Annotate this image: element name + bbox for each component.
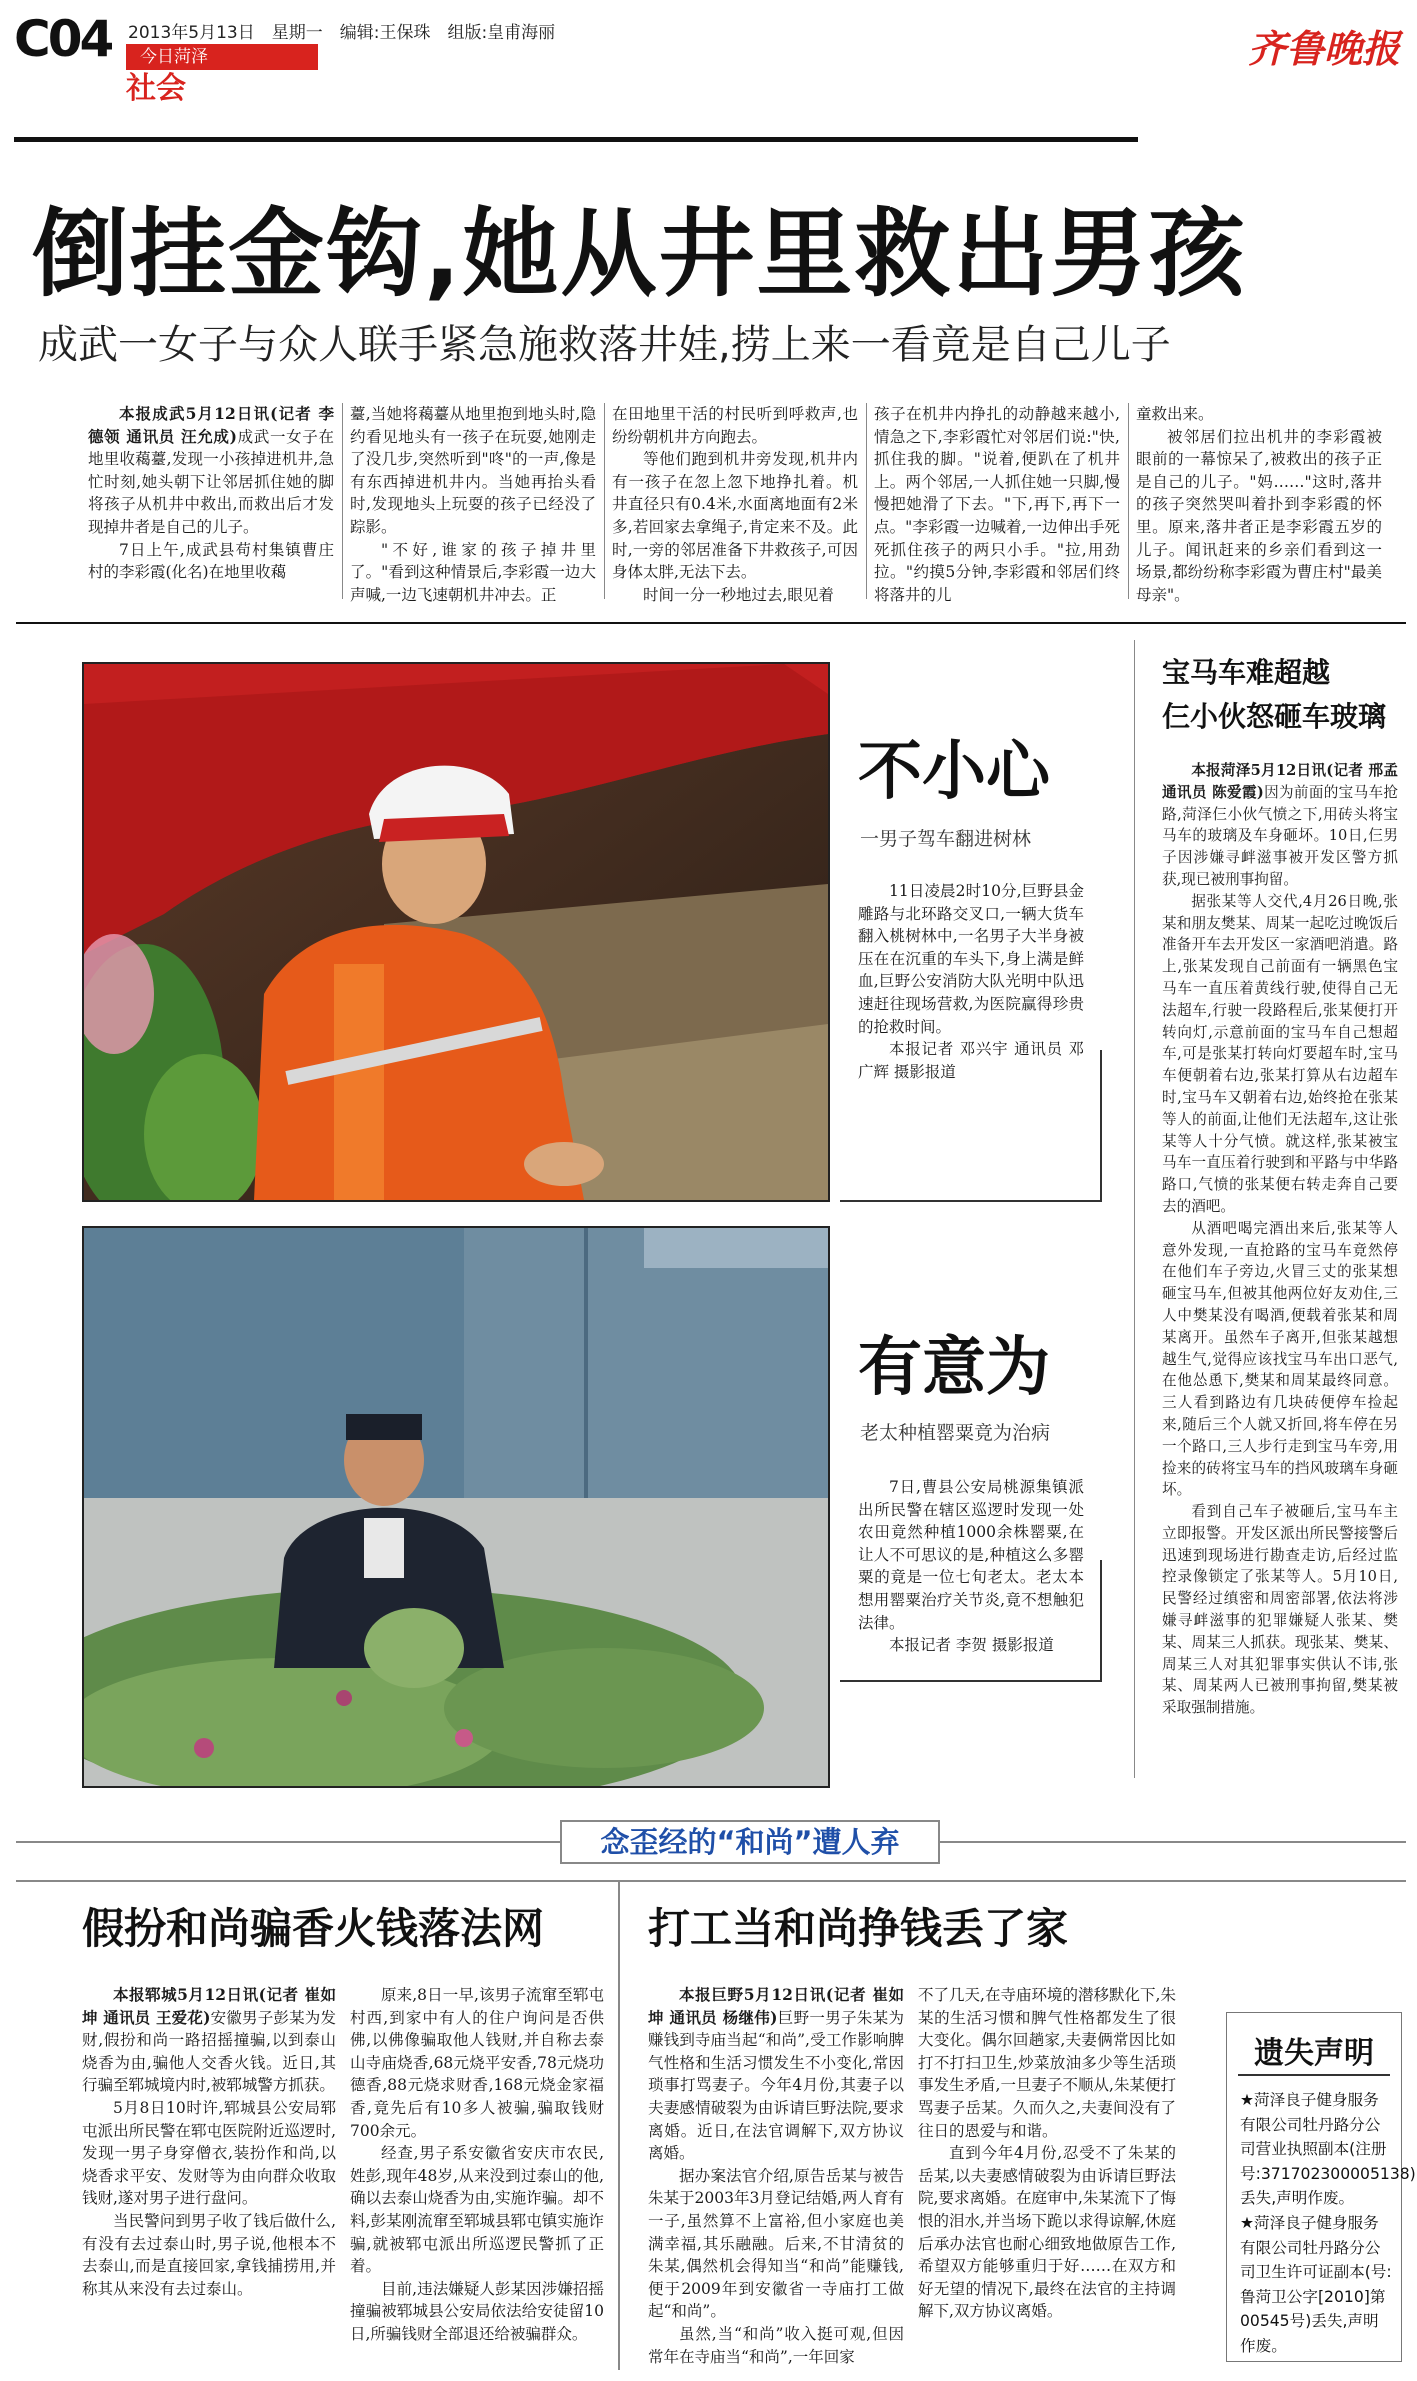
section-name: 社会 xyxy=(126,71,186,106)
lost-notice-rule xyxy=(1238,2074,1390,2076)
main-story-text: 在田地里干活的村民听到呼救声,也纷纷朝机井方向跑去。 xyxy=(612,405,858,446)
column-rule xyxy=(866,403,867,599)
sidebar-rule xyxy=(1134,640,1135,1778)
lost-notice-title: 遗失声明 xyxy=(1254,2036,1374,2071)
sidebar-text: 看到自己车子被砸后,宝马车主立即报警。开发区派出所民警接警后迅速到现场进行勘查走访,后经过监控录像锁定了张某等人。5月10日,民警经过缜密和周密部署,依法将涉嫌寻衅滋事的犯罪嫌疑人张某、樊某、周某三人抓获。现张某、樊某、周某三人对其犯罪事实供认不讳,张某、周某两人已被刑事拘留,樊某被采取强制措施。 xyxy=(1162,1503,1398,1717)
right-story-text: 不了几天,在寺庙环境的潜移默化下,朱某的生活习惯和脾气性格都发生了很大变化。偶尔回趟家,夫妻俩常因比如打不打扫卫生,炒菜放油多少等生活琐事发生矛盾,一旦妻子不顺从,朱某便打骂妻子岳某。久而久之,夫妻间没有了往日的恩爱与和谐。 xyxy=(918,1986,1176,2140)
left-story-lead: 本报郓城5月12日讯(记者 崔如坤 通讯员 王爱花) xyxy=(82,1985,336,2027)
page-number: C04 xyxy=(14,10,112,68)
bottom-column-divider xyxy=(618,1880,620,2370)
sidebar-text: 据张某等人交代,4月26日晚,张某和朋友樊某、周某一起吃过晚饭后准备开车去开发区一家酒吧消遣。路上,张某发现自己前面有一辆黑色宝马车一直压着黄线行驶,使得自己无法超车,行驶一段路程后,张某便打开转向灯,示意前面的宝马车自己想超车,可是张某打转向灯要超车时,宝马车便朝着右边,张某打算从右边超车时,宝马车又朝着右边,始终抢在张某等人的前面,让他们无法超车,这让张某等人十分气愤。就这样,张某被宝马车一直压着行驶到和平路与中华路路口,气愤的张某便右转走奔自己要去的酒吧。 xyxy=(1162,892,1398,1215)
left-story-title: 假扮和尚骗香火钱落法网 xyxy=(82,1904,545,1953)
right-story-lead: 本报巨野5月12日讯(记者 崔如坤 通讯员 杨继伟) xyxy=(648,1985,904,2027)
right-story-title: 打工当和尚挣钱丢了家 xyxy=(648,1904,1069,1953)
header-rule xyxy=(14,137,1138,142)
main-story-text: 时间一分一秒地过去,眼见着 xyxy=(643,585,834,603)
main-story-text: 孩子在机井内挣扎的动静越来越小,情急之下,李彩霞忙对邻居们说:"快,抓住我的脚。"说着,便趴在了机井上。两个邻居,一人抓住她一只脚,慢慢把她滑了下去。"下,再下,再下一点。"李彩霞一边喊着,一边伸出手死死抓住孩子的两只小手。"拉,用劲拉。"约摸5分钟,李彩霞和邻居们终将落井的儿 xyxy=(874,405,1120,603)
main-story-text: "不好,谁家的孩子掉井里了。"看到这种情景后,李彩霞一边大声喊,一边飞速朝机井冲去。正 xyxy=(350,540,596,603)
main-story-text: 被邻居们拉出机井的李彩霞被眼前的一幕惊呆了,被救出的孩子正是自己的儿子。"妈……"这时,落井的孩子突然哭叫着扑到李彩霞的怀里。原来,落井者正是李彩霞五岁的儿子。闻讯赶来的乡亲们看到这一场景,都纷纷称李彩霞为曹庄村"最美母亲"。 xyxy=(1136,427,1382,603)
main-story-text: 7日上午,成武县苟村集镇曹庄村的李彩霞(化名)在地里收藒 xyxy=(88,540,334,582)
main-story-text: 薹,当她将藒薹从地里抱到地头时,隐约看见地头有一孩子在玩耍,她刚走了没几步,突然听到"咚"的一声,像是有东西掉进机井内。当她再抬头看时,发现地头上玩耍的孩子已经没了踪影。 xyxy=(350,405,596,536)
right-story-text: 直到今年4月份,忍受不了朱某的岳某,以夫妻感情破裂为由诉请巨野法院,要求离婚。在庭审中,朱某流下了悔恨的泪水,并当场下跪以求得谅解,休庭后承办法官也耐心细致地做原告工作,希望双方能够重归于好……在双方和好无望的情况下,最终在法官的主持调解下,双方协议离婚。 xyxy=(918,2144,1176,2321)
left-story-text: 5月8日10时许,郓城县公安局郓屯派出所民警在郓屯医院附近巡逻时,发现一男子身穿僧衣,装扮作和尚,以烧香求平安、发财等为由向群众收取钱财,遂对男子进行盘问。 xyxy=(82,2098,336,2208)
column-rule xyxy=(342,403,343,599)
photo1-title: 不小心 xyxy=(858,735,1050,809)
photo2-caption xyxy=(858,1476,1084,1657)
left-story-text: 经查,男子系安徽省安庆市农民,姓彭,现年48岁,从来没到过泰山的他,确以去泰山烧香为由,实施诈骗。却不料,彭某刚流窜至郓城县郓屯镇实施诈骗,就被郓屯派出所巡逻民警抓了正着。 xyxy=(350,2144,604,2276)
main-story-col-2 xyxy=(350,403,596,603)
main-subhead: 成武一女子与众人联手紧急施救落井娃,捞上来一看竟是自己儿子 xyxy=(38,322,1171,368)
main-story-col-1 xyxy=(88,403,334,603)
left-story-text: 当民警问到男子收了钱后做什么,有没有去过泰山时,男子说,他根本不去泰山,而是直接回家,拿钱捕捞用,并称其从来没有去过泰山。 xyxy=(82,2211,336,2298)
main-story-col-3 xyxy=(612,403,858,603)
right-story-text: 据办案法官介绍,原告岳某与被告朱某于2003年3月登记结婚,两人育有一子,虽然算不上富裕,但小家庭也美满幸福,其乐融融。后来,不甘清贫的朱某,偶然机会得知当“和尚”能赚钱,便于2009年到安徽省一寺庙打工做起“和尚”。 xyxy=(648,2166,904,2321)
right-story-col-1 xyxy=(648,1984,904,2369)
main-headline: 倒挂金钩,她从井里救出男孩 xyxy=(32,198,1247,310)
banner-rule xyxy=(16,1880,1406,1882)
lost-notice-item: ★菏泽良子健身服务有限公司牡丹路分公司卫生许可证副本(号:鲁菏卫公字[2010]第00545号)丢失,声明作废。 xyxy=(1240,2213,1392,2355)
main-story-text: 童救出来。 xyxy=(1136,405,1214,423)
sidebar-text: 因为前面的宝马车抢路,菏泽仨小伙气愤之下,用砖头将宝马车的玻璃及车身砸坏。10日,仨男子因涉嫌寻衅滋事被开发区警方抓获,现已被刑事拘留。 xyxy=(1162,783,1398,888)
section-tag: 今日菏泽 xyxy=(126,44,318,70)
right-story-text: 虽然,当“和尚”收入挺可观,但因常年在寺庙当“和尚”,一年回家 xyxy=(648,2324,904,2366)
right-story-text: 巨野一男子朱某为赚钱到寺庙当起“和尚”,受工作影响脾气性格和生活习惯发生不小变化,常因琐事打骂妻子。今年4月份,其妻子以夫妻感情破裂为由诉请巨野法院,要求离婚。近日,在法官调解下,双方协议离婚。 xyxy=(648,2008,904,2163)
sidebar-lead: 本报菏泽5月12日讯(记者 邢孟 通讯员 陈爱霞) xyxy=(1162,762,1398,801)
sidebar-text: 从酒吧喝完酒出来后,张某等人意外发现,一直抢路的宝马车竟然停在他们车子旁边,火冒三丈的张某想砸宝马车,但被其他两位好友劝住,三人中樊某没有喝酒,便载着张某和周某离开。虽然车子离开,但张某越想越生气,觉得应该找宝马车出口恶气,在他怂恿下,樊某和周某最终同意。三人看到路边有几块砖便停车捡起来,随后三个人就又折回,将车停在另一个路口,三人步行走到宝马车旁,用捡来的砖将宝马车的挡风玻璃车身砸坏。 xyxy=(1162,1219,1398,1499)
photo2-subtitle: 老太种植罂粟竟为治病 xyxy=(860,1422,1051,1444)
photo-firefighter-image xyxy=(84,664,828,1200)
bottom-banner: 念歪经的“和尚”遭人弃 xyxy=(560,1820,940,1864)
lost-notice-item: ★菏泽良子健身服务有限公司牡丹路分公司营业执照副本(注册号:371702300005138)丢失,声明作废。 xyxy=(1240,2091,1416,2208)
right-story-col-2 xyxy=(918,1984,1176,2369)
photo2-caption-text: 7日,曹县公安局桃源集镇派出所民警在辖区巡逻时发现一处农田竟然种植1000余株罂粟,在让人不可思议的是,种植这么多罂粟的竟是一位七旬老太。老太本想用罂粟治疗关节炎,竟不想触犯法律。 xyxy=(858,1478,1084,1632)
sidebar-title-line-1: 宝马车难超越 xyxy=(1162,656,1331,689)
photo1-subtitle: 一男子驾车翻进树林 xyxy=(860,828,1032,850)
photo2-title: 有意为 xyxy=(858,1331,1050,1405)
photo-firefighter-rescue xyxy=(82,662,830,1202)
main-story-text: 等他们跑到机井旁发现,机井内有一孩子在忽上忽下地挣扎着。机井直径只有0.4米,水面离地面有2米多,若回家去拿绳子,肯定来不及。此时,一旁的邻居准备下井救孩子,可因身体太胖,无法下去。 xyxy=(612,450,858,582)
left-story-text: 原来,8日一早,该男子流窜至郓屯村西,到家中有人的住户询问是否供佛,以佛像骗取他人钱财,并自称去泰山寺庙烧香,68元烧平安香,78元烧功德香,88元烧求财香,168元烧金家福香,竟先后有10多人被骗,骗取钱财700余元。 xyxy=(350,1986,604,2140)
sidebar-title-line-2: 仨小伙怒砸车玻璃 xyxy=(1162,700,1387,733)
caption-rule xyxy=(1100,1050,1102,1200)
caption-rule xyxy=(1100,1560,1102,1680)
photo1-caption-text: 11日凌晨2时10分,巨野县金雕路与北环路交叉口,一辆大货车翻入桃树林中,一名男子大半身被压在在沉重的车头下,身上满是鲜血,巨野公安消防大队光明中队迅速赶往现场营救,为医院赢得珍贵的抢救时间。 xyxy=(858,882,1084,1036)
column-rule xyxy=(604,403,605,599)
main-story-lead: 本报成武5月12日讯(记者 李德领 通讯员 汪允成) xyxy=(88,404,334,446)
section-rule xyxy=(16,622,1406,624)
photo-police-image xyxy=(84,1228,828,1786)
header-meta: 2013年5月13日 星期一 编辑:王保珠 组版:皇甫海丽 xyxy=(128,23,556,43)
main-story-col-5 xyxy=(1136,403,1382,603)
left-story-col-1 xyxy=(82,1984,336,2369)
left-story-text: 安徽男子彭某为发财,假扮和尚一路招摇撞骗,以到泰山烧香为由,骗他人交香火钱。近日,其行骗至郓城境内时,被郓城警方抓获。 xyxy=(82,2008,336,2095)
caption-rule xyxy=(840,1200,1102,1202)
photo1-credit: 本报记者 邓兴宇 通讯员 邓广辉 摄影报道 xyxy=(858,1040,1084,1081)
photo1-caption xyxy=(858,880,1084,1083)
main-story-col-4 xyxy=(874,403,1120,603)
photo-poppy-plants xyxy=(82,1226,830,1788)
sidebar-body xyxy=(1162,760,1398,1760)
main-story-text: 成武一女子在地里收藒薹,发现一小孩掉进机井,急忙时刻,她头朝下让邻居抓住她的脚将孩子从机井中救出,而救出后才发现掉井者是自己的儿子。 xyxy=(88,427,334,536)
column-rule xyxy=(1128,403,1129,599)
caption-rule xyxy=(840,1680,1102,1682)
lost-notice-body xyxy=(1240,2088,1416,2359)
left-story-col-2 xyxy=(350,1984,604,2369)
left-story-text: 目前,违法嫌疑人彭某因涉嫌招摇撞骗被郓城县公安局依法给安徒留10日,所骗钱财全部退还给被骗群众。 xyxy=(350,2279,604,2343)
photo2-credit: 本报记者 李贺 摄影报道 xyxy=(889,1636,1054,1655)
newspaper-logo: 齐鲁晚报 xyxy=(1248,26,1401,71)
